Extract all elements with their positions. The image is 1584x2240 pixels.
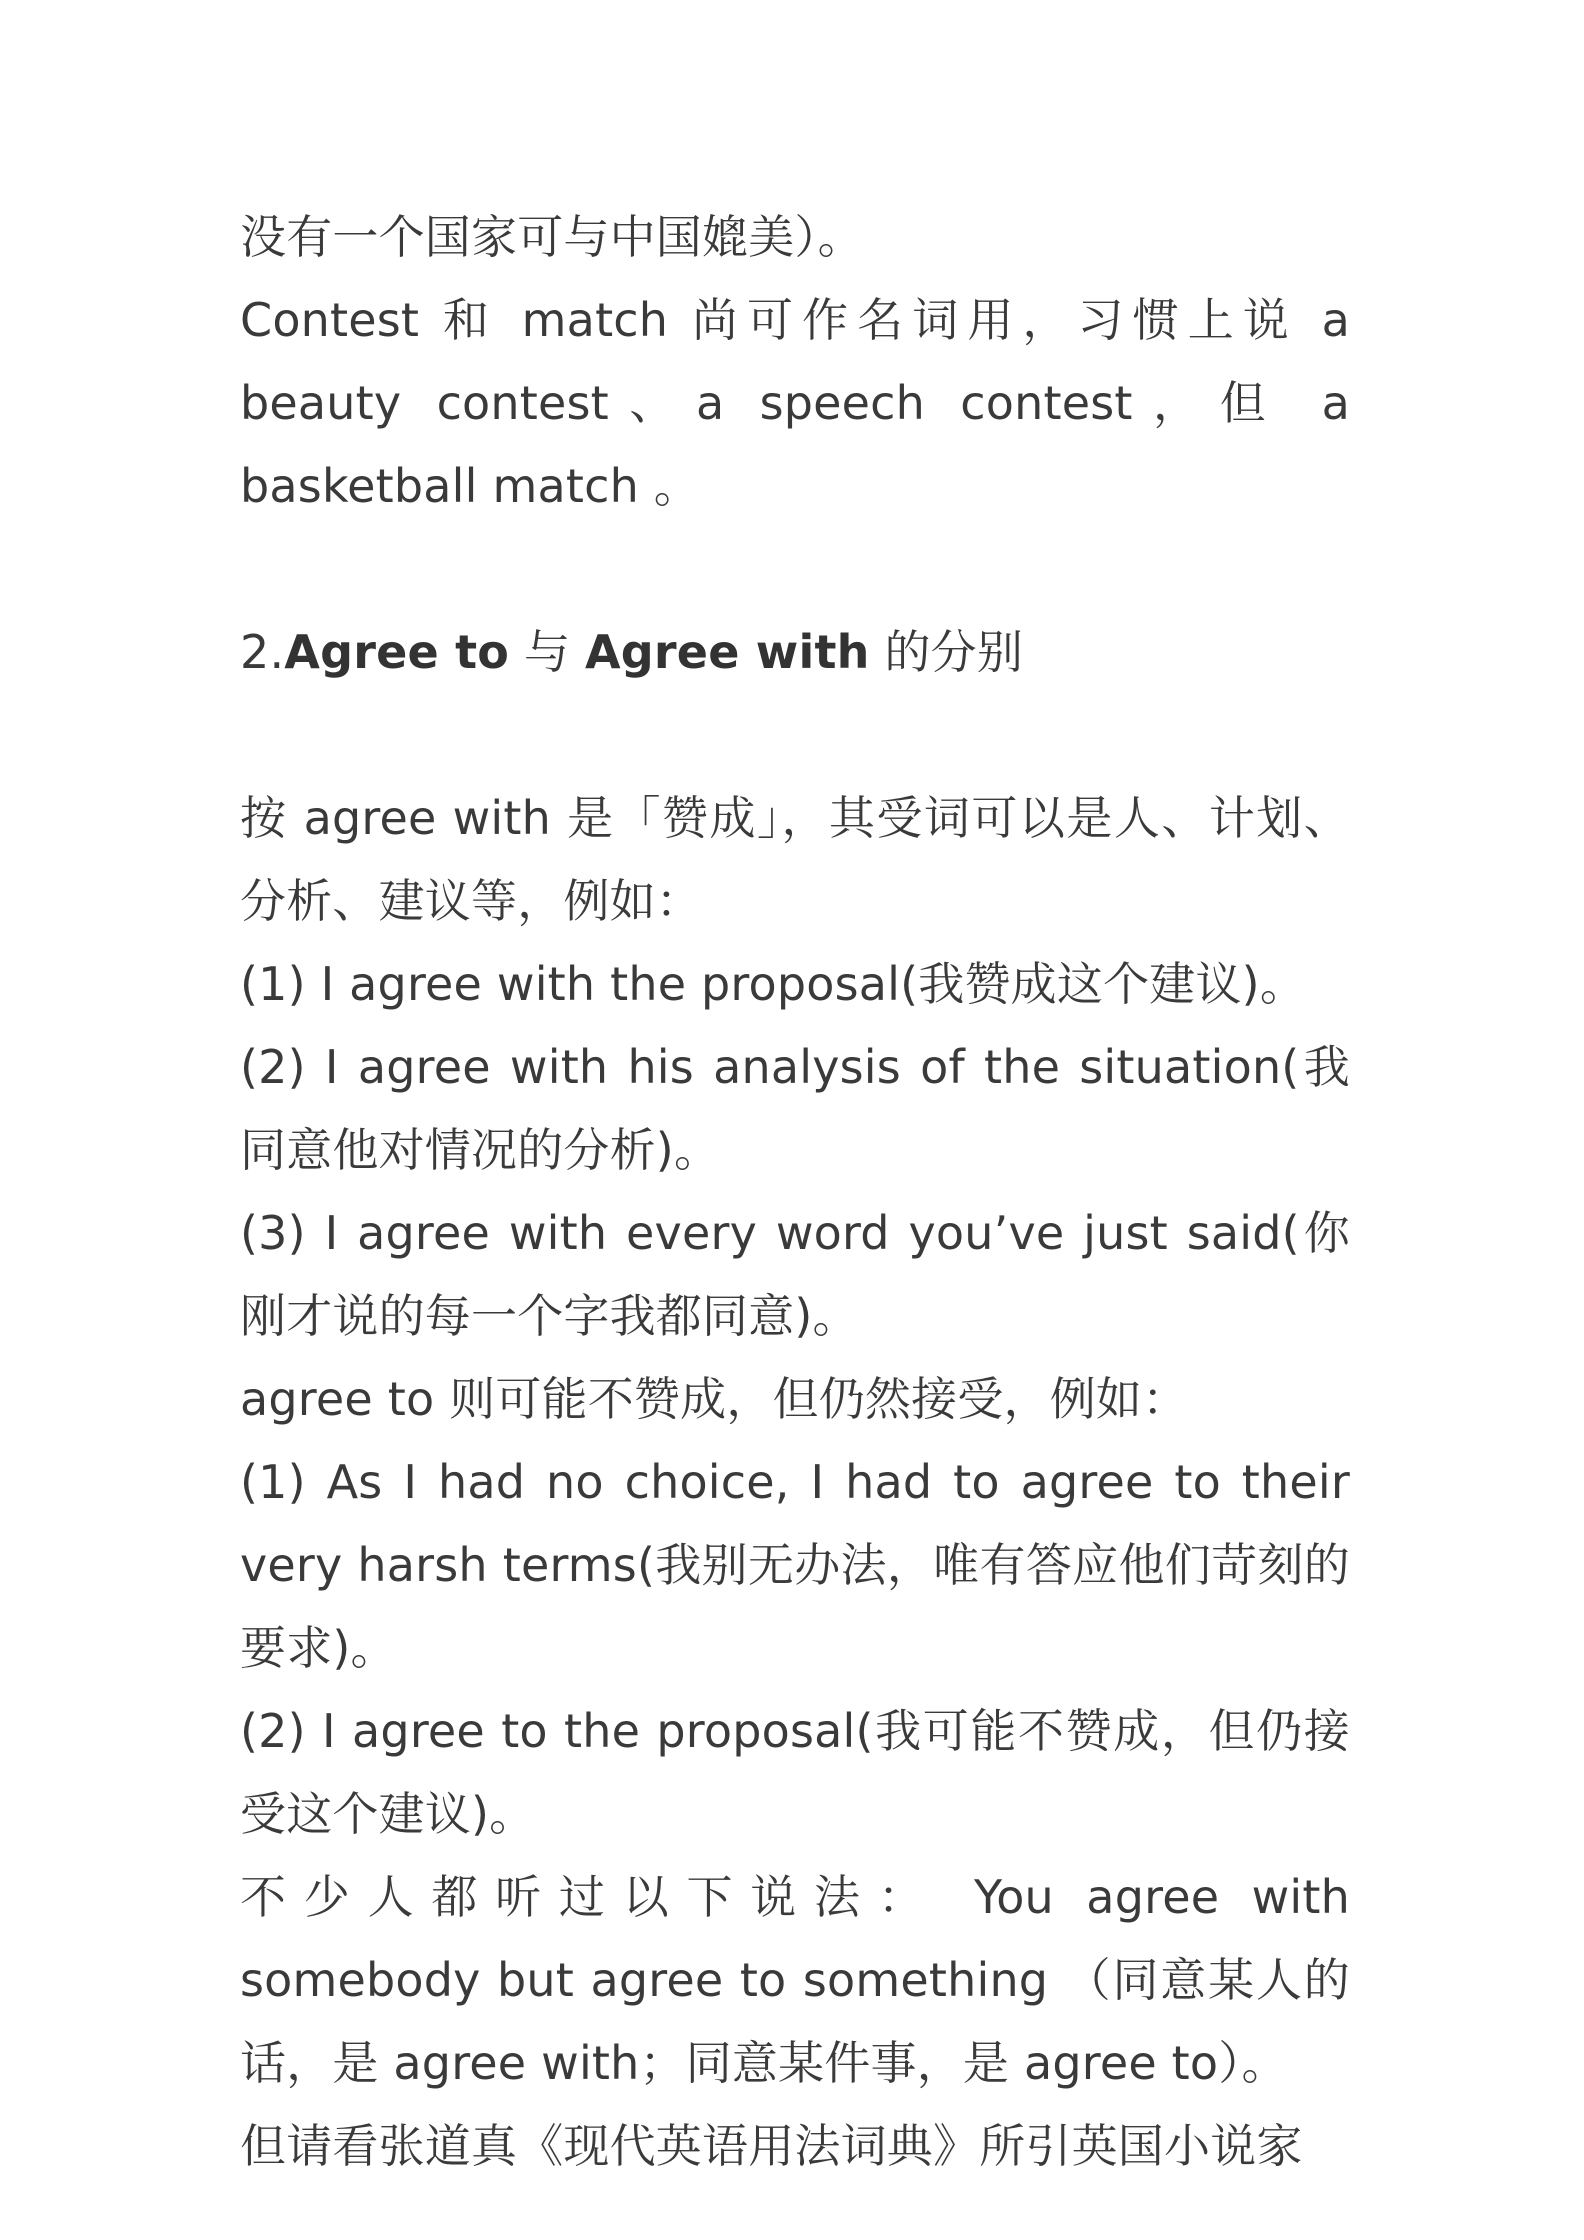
heading-term-agree-with: Agree with [584,625,870,679]
heading-connector: 与 [509,625,585,679]
heading-term-agree-to: Agree to [284,625,510,679]
paragraph-dictionary-reference: 但请看张道真《现代英语用法词典》所引英国小说家 [240,2119,1303,2173]
paragraph-agree-with-intro: 按 agree with 是「赞成」，其受词可以是人、计划、分析、建议等，例如： [240,791,1350,928]
example-agree-with-1: (1) I agree with the proposal(我赞成这个建议)。 [240,957,1307,1011]
example-agree-with-3: (3) I agree with every word you’ve just said(你刚才说的每一个字我都同意)。 [240,1206,1350,1343]
example-agree-to-1: (1) As I had no choice, I had to agree to their very harsh terms(我别无办法，唯有答应他们苛刻的要求)。 [240,1455,1350,1675]
section-heading [240,611,1350,694]
paragraph-common-saying: 不少人都听过以下说法： You agree with somebody but agree to something （同意某人的话，是 agree with；同意某件事，是 agree to）。 [240,1870,1350,2090]
paragraph-continuation: 没有一个国家可与中国媲美）。 [240,210,864,264]
document-body [240,196,1350,2188]
paragraph-contest-match: Contest 和 match 尚可作名词用，习惯上说 a beauty contest、a speech contest，但 a basketball match 。 [240,293,1350,513]
example-agree-to-2: (2) I agree to the proposal(我可能不赞成，但仍接受这个建议)。 [240,1704,1350,1841]
heading-suffix: 的分别 [869,625,1024,679]
example-agree-with-2: (2) I agree with his analysis of the situation(我同意他对情况的分析)。 [240,1040,1350,1177]
paragraph-agree-to-intro: agree to 则可能不赞成，但仍然接受，例如： [240,1372,1189,1426]
heading-number: 2. [240,625,285,679]
